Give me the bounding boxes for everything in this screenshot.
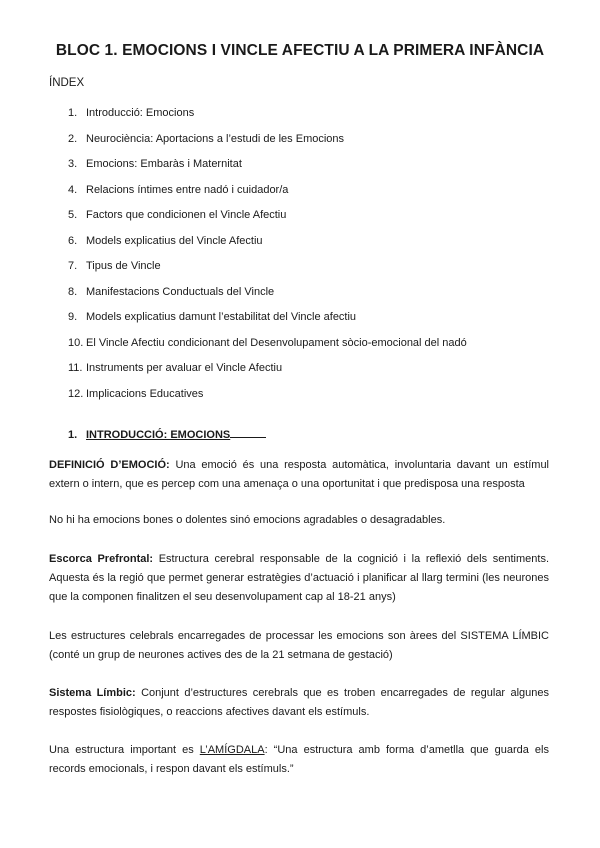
toc-item bbox=[68, 155, 467, 181]
toc-label: Introducció: Emocions bbox=[86, 107, 195, 119]
section-number: 1. bbox=[68, 429, 78, 441]
toc-label: El Vincle Afectiu condicionant del Desenvolupament sòcio-emocional del nadó bbox=[86, 336, 467, 349]
table-of-contents bbox=[68, 104, 467, 410]
section-label: INTRODUCCIÓ: EMOCIONS bbox=[86, 429, 231, 441]
paragraph-text: Estructura cerebral responsable de la cognició i la reflexió dels sentiments. Aquesta és la regió que permet generar estratègies d’actuació i planificar al llarg termini (les neurones que la componen finalitzen el seu desenvolupament cap al 18-21 anys) bbox=[49, 553, 550, 603]
toc-number: 7. bbox=[68, 260, 78, 272]
toc-item bbox=[68, 334, 467, 360]
term-prefrontal-cortex: Escorca Prefrontal: bbox=[49, 553, 154, 565]
toc-number: 11. bbox=[68, 362, 83, 374]
toc-label: Factors que condicionen el Vincle Afectiu bbox=[86, 209, 287, 221]
paragraph-limbic-structures bbox=[49, 627, 549, 665]
toc-number: 5. bbox=[68, 209, 78, 221]
toc-label: Emocions: Embaràs i Maternitat bbox=[86, 158, 242, 170]
toc-item bbox=[68, 232, 467, 258]
paragraph-text: Una emoció és una resposta automàtica, involuntaria davant un estímul extern o intern, que es percep com una amenaça o una oportunitat i que predisposa una resposta bbox=[49, 459, 550, 490]
index-heading: ÍNDEX bbox=[49, 77, 85, 89]
toc-item bbox=[68, 359, 467, 385]
paragraph-text: No hi ha emocions bones o dolentes sinó emocions agradables o desagradables. bbox=[49, 514, 446, 526]
toc-number: 10. bbox=[68, 336, 84, 349]
toc-item bbox=[68, 130, 467, 156]
paragraph-amygdala bbox=[49, 741, 549, 779]
term-emotion-definition: DEFINICIÓ D’EMOCIÓ: bbox=[49, 459, 170, 471]
toc-item bbox=[68, 283, 467, 309]
paragraph-text: : “Una estructura amb forma d’ametlla que guarda els records emocionals, i respon davant els estímuls.” bbox=[49, 744, 549, 775]
term-amygdala: L’AMÍGDALA bbox=[199, 744, 265, 756]
toc-item bbox=[68, 385, 467, 411]
toc-label: Models explicatius del Vincle Afectiu bbox=[86, 234, 263, 247]
section-heading bbox=[68, 426, 266, 441]
toc-item bbox=[68, 308, 467, 334]
toc-item bbox=[68, 257, 467, 283]
document-title: BLOC 1. EMOCIONS I VINCLE AFECTIU A LA PRIMERA INFÀNCIA bbox=[55, 42, 545, 59]
toc-label: Instruments per avaluar el Vincle Afectiu bbox=[86, 362, 283, 374]
term-limbic-system: Sistema Límbic: bbox=[49, 687, 136, 699]
section-underline bbox=[230, 426, 266, 438]
toc-item bbox=[68, 206, 467, 232]
toc-number: 2. bbox=[68, 132, 78, 145]
toc-number: 9. bbox=[68, 311, 78, 323]
toc-item bbox=[68, 181, 467, 207]
toc-label: Neurociència: Aportacions a l’estudi de les Emocions bbox=[86, 132, 345, 145]
toc-number: 12. bbox=[68, 387, 84, 400]
toc-label: Manifestacions Conductuals del Vincle bbox=[86, 285, 275, 298]
paragraph-prefrontal-cortex bbox=[49, 550, 549, 607]
toc-label: Relacions íntimes entre nadó i cuidador/a bbox=[86, 183, 289, 196]
toc-number: 3. bbox=[68, 158, 78, 170]
toc-label: Tipus de Vincle bbox=[86, 260, 161, 272]
toc-label: Models explicatius damunt l’estabilitat del Vincle afectiu bbox=[86, 311, 357, 323]
paragraph-text: Conjunt d’estructures cerebrals que es troben encarregades de regular algunes respostes fisiològiques, o reaccions afectives davant els estímuls. bbox=[49, 687, 550, 718]
toc-label: Implicacions Educatives bbox=[86, 387, 204, 400]
paragraph-emotion-definition bbox=[49, 456, 549, 494]
toc-number: 8. bbox=[68, 285, 78, 298]
paragraph-limbic-system bbox=[49, 684, 549, 722]
toc-number: 1. bbox=[68, 107, 78, 119]
toc-item bbox=[68, 104, 467, 130]
toc-number: 4. bbox=[68, 183, 78, 196]
paragraph-text: Una estructura important es bbox=[49, 744, 200, 756]
paragraph-text: Les estructures celebrals encarregades de processar les emocions son àrees del SISTEMA LÍMBIC (conté un grup de neurones actives des de la 21 setmana de gestació) bbox=[49, 630, 549, 661]
toc-number: 6. bbox=[68, 234, 78, 247]
paragraph-good-bad-emotions bbox=[49, 511, 549, 530]
